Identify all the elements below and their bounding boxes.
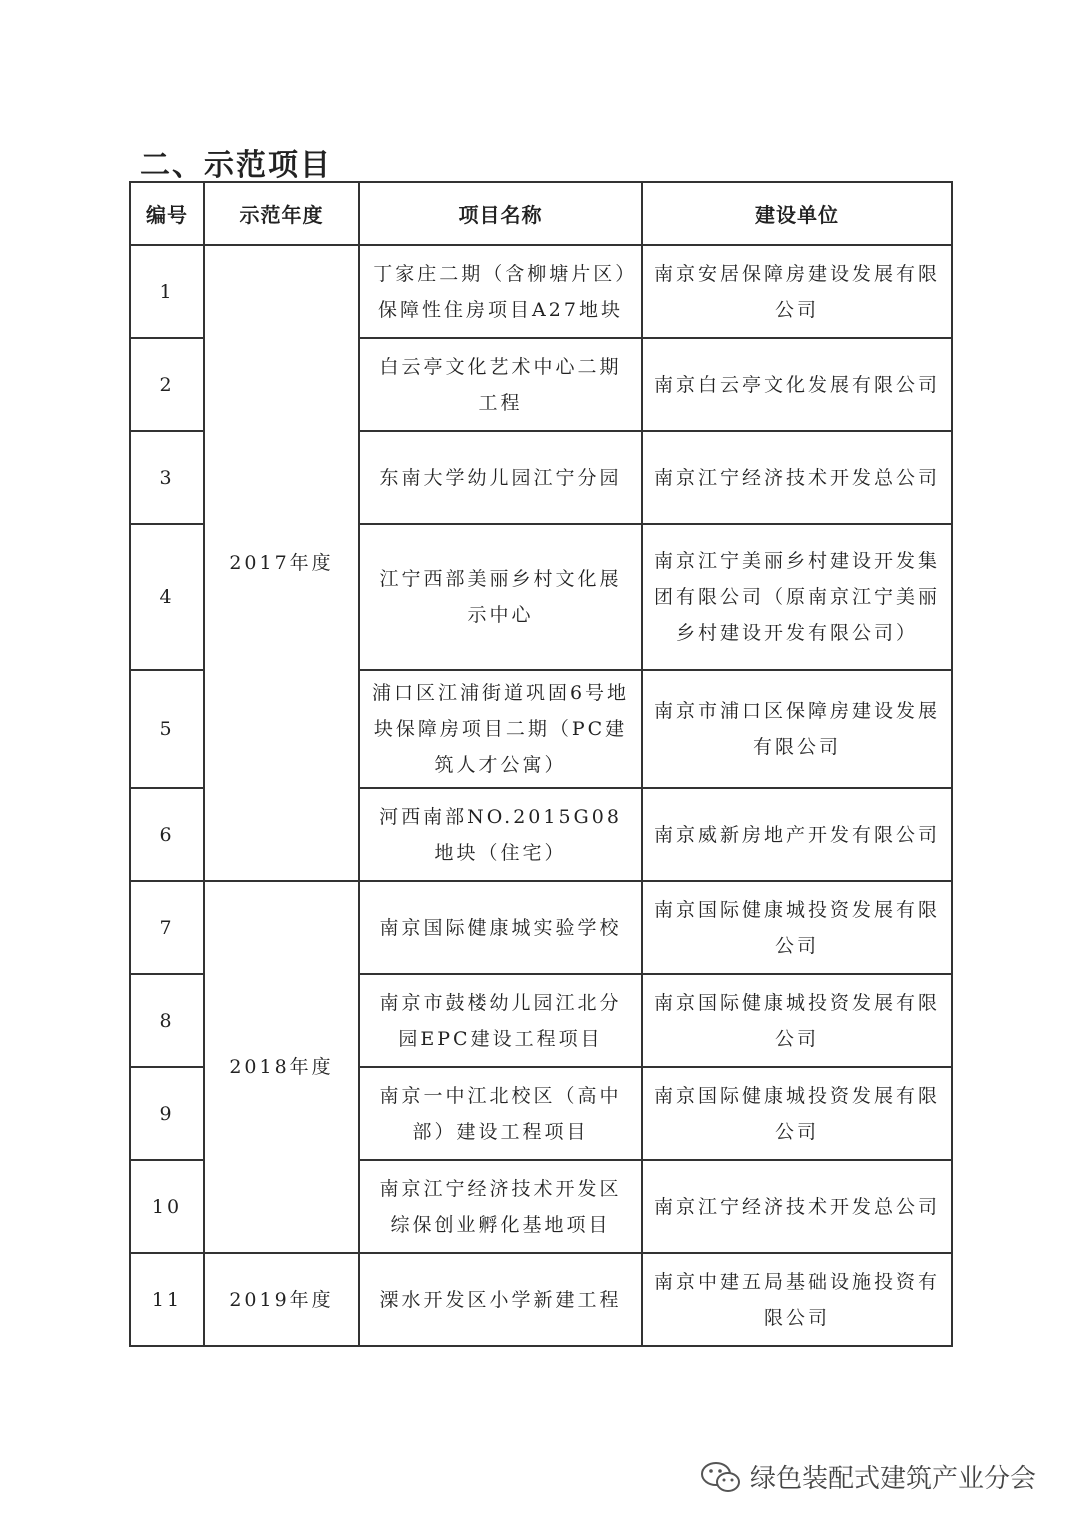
row-number: 8: [130, 974, 204, 1067]
row-project-name: 东南大学幼儿园江宁分园: [359, 431, 642, 524]
row-builder: 南京市浦口区保障房建设发展有限公司: [642, 670, 952, 788]
row-number: 6: [130, 788, 204, 881]
row-number: 4: [130, 524, 204, 670]
row-project-name: 南京市鼓楼幼儿园江北分园EPC建设工程项目: [359, 974, 642, 1067]
demo-projects-table: [129, 181, 953, 1347]
row-number: 2: [130, 338, 204, 431]
row-project-name: 江宁西部美丽乡村文化展示中心: [359, 524, 642, 670]
section-title: 二、示范项目: [140, 148, 332, 183]
header-year: 示范年度: [204, 182, 359, 245]
wechat-icon: [700, 1460, 742, 1494]
row-project-name: 河西南部NO.2015G08地块（住宅）: [359, 788, 642, 881]
row-builder: 南京威新房地产开发有限公司: [642, 788, 952, 881]
table-header-row: [130, 182, 952, 245]
row-builder: 南京国际健康城投资发展有限公司: [642, 974, 952, 1067]
table-row: [130, 881, 952, 974]
table-row: [130, 245, 952, 338]
row-builder: 南京国际健康城投资发展有限公司: [642, 1067, 952, 1160]
row-number: 7: [130, 881, 204, 974]
row-number: 3: [130, 431, 204, 524]
watermark: [700, 1458, 1036, 1495]
row-project-name: 南京江宁经济技术开发区综保创业孵化基地项目: [359, 1160, 642, 1253]
row-builder: 南京中建五局基础设施投资有限公司: [642, 1253, 952, 1346]
row-year: 2018年度: [204, 881, 359, 1253]
row-builder: 南京安居保障房建设发展有限公司: [642, 245, 952, 338]
row-number: 10: [130, 1160, 204, 1253]
row-project-name: 南京国际健康城实验学校: [359, 881, 642, 974]
row-project-name: 南京一中江北校区（高中部）建设工程项目: [359, 1067, 642, 1160]
header-builder: 建设单位: [642, 182, 952, 245]
header-number: 编号: [130, 182, 204, 245]
row-builder: 南京国际健康城投资发展有限公司: [642, 881, 952, 974]
row-project-name: 丁家庄二期（含柳塘片区）保障性住房项目A27地块: [359, 245, 642, 338]
row-number: 1: [130, 245, 204, 338]
row-builder: 南京白云亭文化发展有限公司: [642, 338, 952, 431]
row-number: 11: [130, 1253, 204, 1346]
row-year: 2019年度: [204, 1253, 359, 1346]
row-number: 9: [130, 1067, 204, 1160]
row-number: 5: [130, 670, 204, 788]
row-year: 2017年度: [204, 245, 359, 881]
row-project-name: 溧水开发区小学新建工程: [359, 1253, 642, 1346]
row-builder: 南京江宁美丽乡村建设开发集团有限公司（原南京江宁美丽乡村建设开发有限公司）: [642, 524, 952, 670]
watermark-text: 绿色装配式建筑产业分会: [750, 1464, 1037, 1494]
row-builder: 南京江宁经济技术开发总公司: [642, 1160, 952, 1253]
header-project-name: 项目名称: [359, 182, 642, 245]
row-builder: 南京江宁经济技术开发总公司: [642, 431, 952, 524]
row-project-name: 浦口区江浦街道巩固6号地块保障房项目二期（PC建筑人才公寓）: [359, 670, 642, 788]
row-project-name: 白云亭文化艺术中心二期工程: [359, 338, 642, 431]
table-row: [130, 1253, 952, 1346]
